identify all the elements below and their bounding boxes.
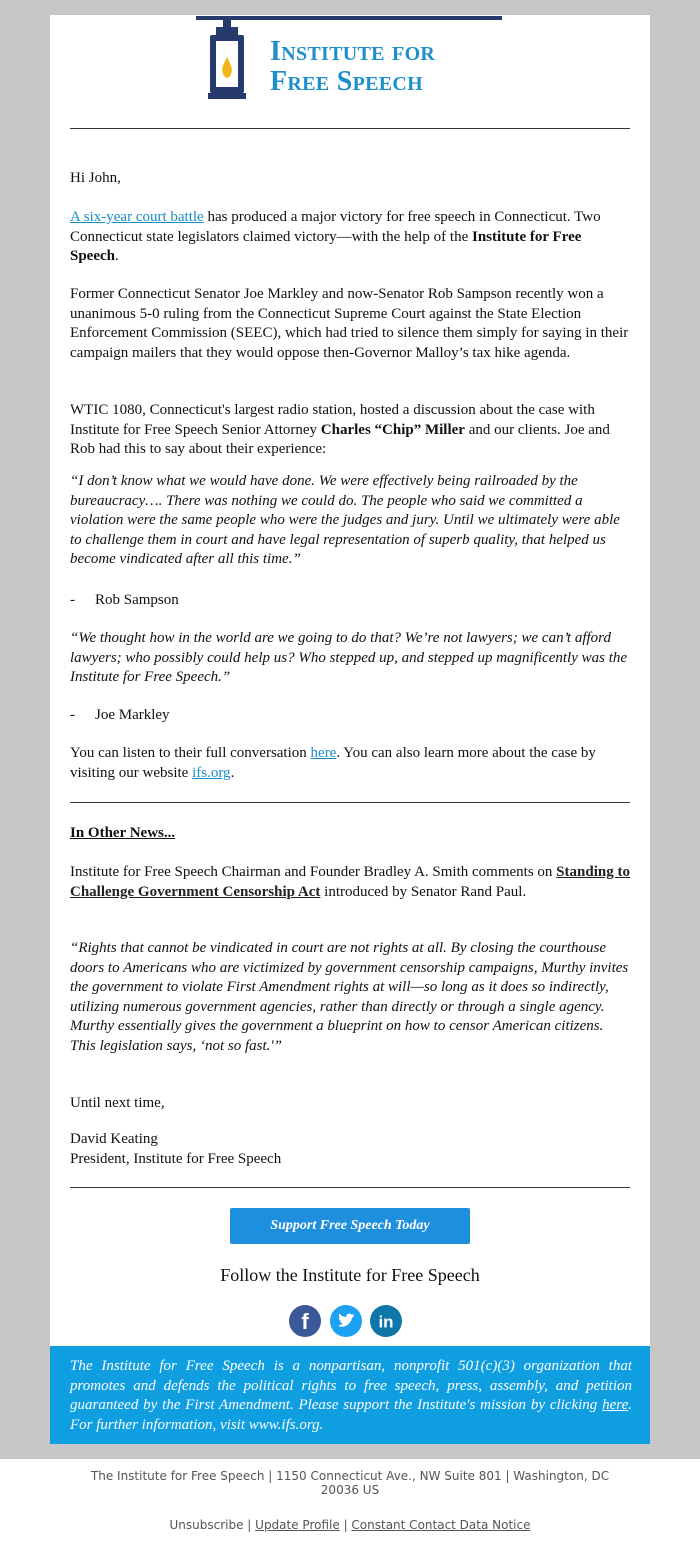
twitter-icon xyxy=(329,1304,363,1338)
news-paragraph xyxy=(70,863,632,902)
divider-bottom xyxy=(70,1187,630,1188)
about-text-body: The Institute for Free Speech is a nonpartisan, nonprofit 501(c)(3) organization that promotes and defends the political rights to free speech, press, assembly, and petition guaranteed by the First Amendment. Please support the Institute's mission by clicking xyxy=(70,1358,632,1413)
svg-text:f: f xyxy=(301,1309,309,1334)
lantern-icon xyxy=(202,19,252,101)
conversation-link[interactable]: here xyxy=(310,745,337,761)
news-text: Institute for Free Speech Chairman and Founder Bradley A. Smith comments on xyxy=(70,864,557,880)
data-notice-link[interactable]: Constant Contact Data Notice xyxy=(351,1518,531,1532)
attorney-name: Charles “Chip” Miller xyxy=(320,421,465,438)
quote-smith: “Rights that cannot be vindicated in court are not rights at all. By closing the courthouse doors to Americans who are victimized by government censorship campaigns, Murthy invites the government to violate First Amendment rights at will—so long as it does so indirectly, utilizing numerous government agencies, rather than directly or through a single agency. Murthy essentially gives the government a blueprint on how to censor American citizens. This legislation says, ‘not so fast.'” xyxy=(70,940,629,1054)
footer-address: The Institute for Free Speech | 1150 Connecticut Ave., NW Suite 801 | Washington, DC 20036 US xyxy=(90,1469,610,1497)
signer-name: David Keating xyxy=(70,1131,158,1147)
about-banner xyxy=(50,1346,650,1444)
listen-text-end: . xyxy=(230,764,235,781)
quote-sampson: “I don’t know what we would have done. We were effectively being railroaded by the bureaucracy…. There was nothing we could do. The people who said we committed a violation were the same people who were the judges and jury. Until we ultimately were able to challenge them in court and have legal representation of superb quality, that helped us become vindicated after all this time.” xyxy=(70,473,620,567)
listen-paragraph xyxy=(70,744,632,783)
logo-line-1: Institute for xyxy=(270,36,436,67)
intro-text: has produced a major victory for free speech in Connecticut. Two Connecticut state legislators claimed victory—with the help of the xyxy=(70,209,601,245)
divider-top xyxy=(70,128,630,129)
radio-text-end: and our clients. Joe and Rob had this to say about their experience: xyxy=(70,421,610,457)
listen-text: You can listen to their full conversation xyxy=(70,745,311,761)
court-battle-link[interactable]: A six-year court battle xyxy=(70,209,204,225)
intro-paragraph xyxy=(70,208,632,267)
attribution-dash: - xyxy=(70,707,75,723)
attribution-name: Joe Markley xyxy=(95,707,170,723)
attribution-markley xyxy=(70,706,170,726)
twitter-button[interactable] xyxy=(329,1304,363,1338)
attribution-sampson xyxy=(70,591,179,611)
censorship-act-link[interactable]: Standing to Challenge Government Censorship Act xyxy=(70,864,630,900)
intro-bold: Institute for Free Speech xyxy=(70,228,582,264)
facebook-button[interactable] xyxy=(288,1304,322,1338)
logo-line-2: Free Speech xyxy=(270,66,423,97)
footer-separator: | xyxy=(243,1518,256,1532)
intro-text-end: . xyxy=(115,248,119,264)
unsubscribe-link[interactable]: Unsubscribe xyxy=(169,1518,244,1532)
linkedin-button[interactable] xyxy=(369,1304,403,1338)
email-card xyxy=(50,15,650,1444)
signer-title: President, Institute for Free Speech xyxy=(70,1151,282,1167)
logo-title xyxy=(270,37,510,97)
quote-markley: “We thought how in the world are we going to do that? We’re not lawyers; we can’t afford lawyers; who possibly could help us? Who stepped up, and stepped up magnificently was the Institute for Free Speech.” xyxy=(70,630,628,685)
footer-separator: | xyxy=(339,1518,352,1532)
footer xyxy=(0,1459,700,1542)
about-text-end: . For further information, visit www.ifs.org. xyxy=(70,1397,632,1433)
about-text xyxy=(70,1357,632,1435)
closing: Until next time, xyxy=(70,1095,165,1111)
logo[interactable] xyxy=(196,15,506,101)
footer-links xyxy=(0,1518,700,1532)
svg-text:in: in xyxy=(378,1312,394,1332)
website-link[interactable]: ifs.org xyxy=(192,764,231,781)
attribution-name: Rob Sampson xyxy=(95,592,179,608)
radio-text: WTIC 1080, Connecticut's largest radio station, hosted a discussion about the case with Institute for Free Speech Senior Attorney xyxy=(70,402,595,438)
radio-paragraph xyxy=(70,401,632,460)
attribution-dash: - xyxy=(70,592,75,608)
divider-news xyxy=(70,802,630,803)
ruling-paragraph: Former Connecticut Senator Joe Markley and now-Senator Rob Sampson recently won a unanimous 5-0 ruling from the Connecticut Supreme Court against the State Election Enforcement Commission (SEEC), which had tried to silence them simply for saying in their campaign mailers that they would oppose then-Governor Malloy’s tax hike agenda. xyxy=(70,286,629,361)
update-profile-link[interactable]: Update Profile xyxy=(255,1518,340,1532)
greeting: Hi John, xyxy=(70,170,121,186)
listen-text-mid: . You can also learn more about the case by visiting our website xyxy=(70,745,596,781)
linkedin-icon xyxy=(369,1304,403,1338)
facebook-icon xyxy=(288,1304,322,1338)
news-text-end: introduced by Senator Rand Paul. xyxy=(320,883,527,900)
support-link[interactable]: here xyxy=(602,1397,629,1413)
support-button[interactable]: Support Free Speech Today xyxy=(230,1208,470,1244)
other-news-heading: In Other News... xyxy=(70,825,176,841)
follow-heading: Follow the Institute for Free Speech xyxy=(220,1265,480,1285)
